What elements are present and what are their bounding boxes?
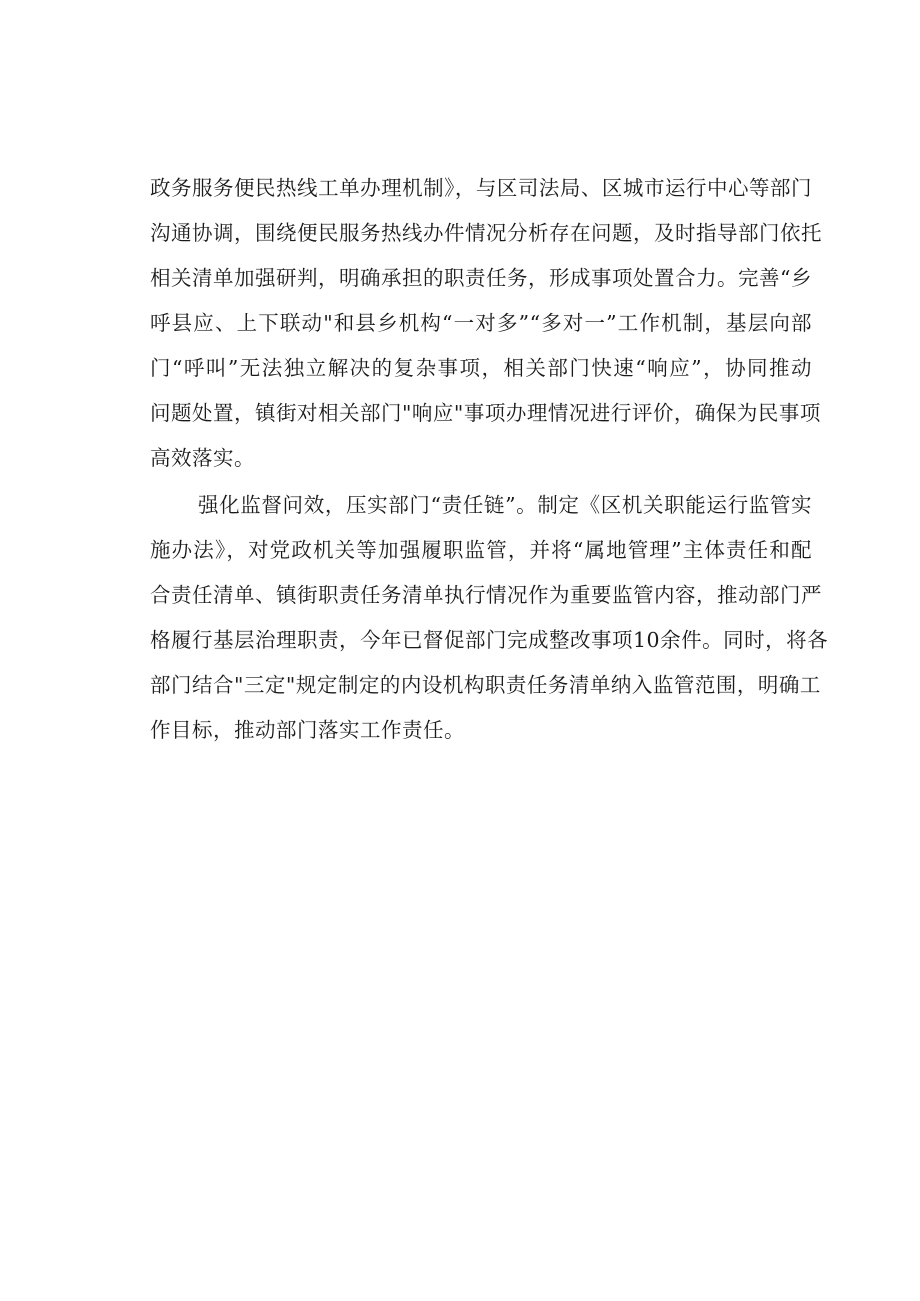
text-line: 门“呼叫”无法独立解决的复杂事项，相关部门快速“响应”，协同推动 xyxy=(150,356,812,380)
text-line: 作目标，推动部门落实工作责任。 xyxy=(150,718,465,742)
text-line: 格履行基层治理职责，今年已督促部门完成整改事项10余件。同时，将各 xyxy=(150,628,829,652)
text-line: 问题处置，镇街对相关部门"响应"事项办理情况进行评价，确保为民事项 xyxy=(150,401,821,425)
text-line: 施办法》，对党政机关等加强履职监管，并将“属地管理”主体责任和配 xyxy=(150,538,812,562)
paragraph-supervision xyxy=(150,483,829,753)
text-line: 强化监督问效，压实部门“责任链”。制定《区机关职能运行监管实 xyxy=(198,493,812,517)
text-line: 政务服务便民热线工单办理机制》，与区司法局、区城市运行中心等部门 xyxy=(150,176,812,200)
text-line: 合责任清单、镇街职责任务清单执行情况作为重要监管内容，推动部门严 xyxy=(150,583,822,607)
text-line: 部门结合"三定"规定制定的内设机构职责任务清单纳入监管范围，明确工 xyxy=(150,673,821,697)
text-line: 高效落实。 xyxy=(150,446,255,470)
text-line: 沟通协调，围绕便民服务热线办件情况分析存在问题，及时指导部门依托 xyxy=(150,221,822,245)
text-line: 相关清单加强研判，明确承担的职责任务，形成事项处置合力。完善“乡 xyxy=(150,266,812,290)
document-body xyxy=(150,166,829,753)
text-line: 呼县应、上下联动"和县乡机构“一对多”“多对一”工作机制，基层向部 xyxy=(150,311,812,335)
paragraph-hotline-mechanism xyxy=(150,166,822,481)
